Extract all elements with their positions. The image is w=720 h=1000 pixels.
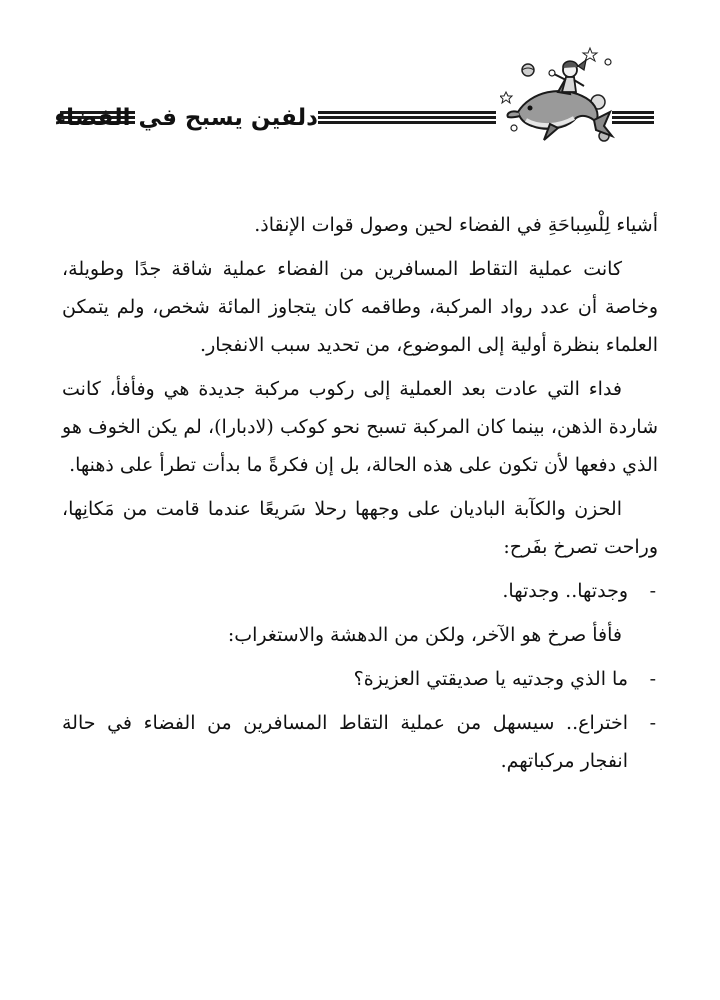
page-body <box>62 206 658 786</box>
header-rule-middle <box>318 111 496 125</box>
dialog-text-1: وجدتها.. وجدتها. <box>502 580 628 602</box>
paragraph-2: كانت عملية التقاط المسافرين من الفضاء عملية شاقة جدًا وطويلة، وخاصة أن عدد رواد المركبة، وطاقمه كان يتجاوز المائة شخص، ولم يتمكن العلماء بنظرة أولية إلى الموضوع، من تحديد سبب الانفجار. <box>62 258 658 356</box>
dialog-dash: - <box>649 580 656 602</box>
dialog-text-3: اختراع.. سيسهل من عملية التقاط المسافرين من الفضاء في حالة انفجار مركباتهم. <box>62 712 628 772</box>
page-header <box>0 0 720 170</box>
dialog-dash: - <box>649 668 656 690</box>
dialog-dash: - <box>649 712 656 734</box>
dialog-line-3 <box>62 704 658 780</box>
paragraph-1: أشياء لِلْسِباحَةِ في الفضاء لحين وصول قوات الإنقاذ. <box>254 214 658 236</box>
paragraph-5: فأفأ صرخ هو الآخر، ولكن من الدهشة والاستغراب: <box>227 624 622 646</box>
dialog-text-2: ما الذي وجدتيه يا صديقتي العزيزة؟ <box>353 668 628 690</box>
running-title: دلفين يسبح في الفضاء <box>54 105 318 131</box>
dialog-line-2 <box>62 660 658 698</box>
dialog-line-1 <box>62 572 658 610</box>
paragraph-3: فداء التي عادت بعد العملية إلى ركوب مركبة جديدة هي وفأفأ، كانت شاردة الذهن، بينما كان المركبة تسبح نحو كوكب (لادبارا)، لم يكن الخوف هو الذي دفعها لأن تكون على هذه الحالة، بل إن فكرةً ما بدأت تطرأ على ذهنها. <box>62 378 658 476</box>
dolphin-mascot-icon <box>500 40 620 150</box>
paragraph-4: الحزن والكآبة الباديان على وجهها رحلا سَريعًا عندما قامت من مَكانِها، وراحت تصرخ بفَرح: <box>62 498 658 558</box>
